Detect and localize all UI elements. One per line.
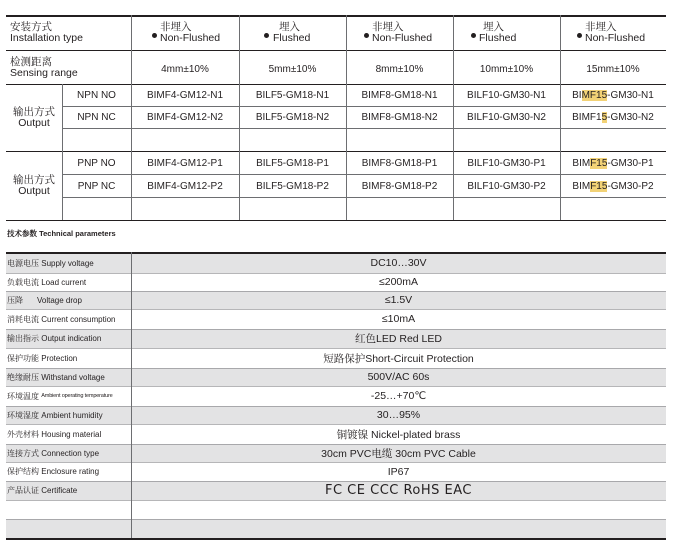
model-number: BIMF4-GM12-N1 — [146, 90, 224, 101]
param-label-cn: 保护结构 — [7, 467, 39, 476]
model-number: BIMF8-GM18-P2 — [361, 180, 438, 192]
param-value: 红色LED Red LED — [355, 333, 442, 345]
model-number: BILF5-GM18-P1 — [256, 157, 329, 169]
sensing-value: 8mm±10% — [375, 63, 424, 75]
sensing-range-label — [10, 55, 128, 81]
model-number: BILF5-GM18-N1 — [255, 90, 330, 101]
param-label-cn: 保护功能 — [7, 353, 39, 363]
model-number: BIMF8-GM18-N1 — [361, 90, 438, 101]
section-title-en: Technical parameters — [39, 229, 116, 238]
install-col-5 — [577, 20, 665, 46]
param-label-en: Connection type — [41, 448, 100, 458]
output-type: NPN NO — [77, 90, 116, 101]
model-part: -GM30-N1 — [607, 90, 654, 101]
param-label — [7, 329, 130, 348]
model-number: BIMF8-GM18-P1 — [361, 157, 438, 169]
certification-marks: FC CE CCC RoHS EAC — [325, 483, 472, 498]
install-col-cn: 埋入 — [483, 21, 504, 33]
install-col-4 — [471, 20, 557, 46]
install-col-en: Non-Flushed — [585, 32, 646, 44]
install-col-cn: 非埋入 — [160, 21, 192, 33]
output-label-en: Output — [18, 117, 50, 129]
model-highlight: MF15 — [581, 90, 608, 101]
param-value: IP67 — [387, 465, 410, 478]
param-value: ≤1.5V — [384, 294, 413, 306]
model-number: BIMF4-GM12-P2 — [147, 180, 223, 192]
param-label-cn: 压降 — [7, 295, 23, 305]
output-label-pnp — [6, 152, 62, 220]
param-label-en: Protection — [41, 353, 78, 363]
model-number: BIMF8-GM18-N2 — [361, 112, 438, 123]
model-number: BILF10-GM30-P1 — [467, 157, 546, 169]
install-col-cn: 埋入 — [279, 21, 300, 33]
model-number-highlighted — [560, 152, 666, 174]
param-label — [7, 386, 130, 406]
param-label-en: Withstand voltage — [41, 372, 105, 382]
param-value: DC10…30V — [370, 257, 427, 269]
output-label-npn — [6, 85, 62, 151]
model-highlight: F15 — [590, 180, 608, 192]
param-label — [7, 444, 130, 462]
param-label-cn: 输出指示 — [7, 334, 39, 343]
param-label — [7, 368, 130, 386]
sensing-value: 10mm±10% — [479, 63, 534, 75]
install-col-en: Non-Flushed — [160, 32, 221, 44]
param-label-cn: 负载电流 — [7, 277, 39, 287]
model-number: BILF10-GM30-P2 — [467, 180, 546, 192]
param-label-en: Current consumption — [41, 314, 116, 324]
param-label — [7, 348, 130, 368]
param-label-en: Enclosure rating — [41, 467, 100, 476]
param-label-en: Voltage drop — [37, 295, 82, 305]
model-highlight: F15 — [590, 157, 608, 169]
param-value: 30…95% — [376, 409, 421, 421]
param-label — [7, 406, 130, 424]
model-part: BI — [572, 90, 582, 101]
output-label-cn: 输出方式 — [13, 106, 55, 118]
param-label — [7, 291, 130, 309]
install-col-2 — [264, 20, 344, 46]
param-value: 500V/AC 60s — [367, 371, 430, 383]
model-number-highlighted — [560, 107, 666, 128]
installation-type-label-cn: 安装方式 — [10, 21, 52, 33]
install-col-cn: 非埋入 — [372, 21, 404, 33]
param-label-cn: 消耗电流 — [7, 314, 39, 324]
sensing-value: 15mm±10% — [586, 63, 640, 75]
model-number-highlighted — [560, 175, 666, 197]
param-label-en: Ambient operating temperature — [41, 393, 113, 399]
model-part: -GM30-P1 — [607, 157, 654, 169]
model-part: -GM30-P2 — [607, 180, 654, 192]
bullet-icon — [152, 33, 157, 38]
bullet-icon — [264, 33, 269, 38]
param-label-en: Housing material — [41, 429, 102, 439]
param-value: -25…+70℃ — [370, 390, 427, 402]
param-label — [7, 462, 130, 481]
param-value: ≤10mA — [381, 313, 416, 325]
section-title-cn: 技术参数 — [7, 229, 37, 238]
param-label-cn: 绝缘耐压 — [7, 372, 39, 382]
sensing-value: 5mm±10% — [268, 63, 317, 75]
output-label-cn: 输出方式 — [13, 174, 55, 186]
param-value: 铜镀镍 Nickel-plated brass — [336, 428, 461, 441]
bullet-icon — [577, 33, 582, 38]
installation-type-label — [10, 20, 128, 46]
param-label — [7, 273, 130, 291]
model-number: BIMF4-GM12-P1 — [147, 157, 223, 169]
param-label-cn: 电源电压 — [7, 258, 39, 268]
param-label — [7, 309, 130, 329]
sensing-value: 4mm±10% — [161, 63, 209, 75]
param-label-en: Load current — [41, 277, 87, 287]
install-col-en: Non-Flushed — [372, 32, 433, 44]
model-part: BIMF1 — [572, 112, 602, 123]
model-part: BIM — [572, 157, 591, 169]
install-col-1 — [152, 20, 238, 46]
model-number: BILF5-GM18-N2 — [255, 112, 330, 123]
model-number: BILF10-GM30-N2 — [467, 112, 546, 123]
param-label-cn: 外壳材料 — [7, 429, 39, 439]
param-label — [7, 424, 130, 444]
model-part: -GM30-N2 — [607, 112, 654, 123]
install-col-3 — [364, 20, 450, 46]
param-label — [7, 481, 130, 500]
param-label-cn: 产品认证 — [7, 486, 39, 495]
sensing-range-label-en: Sensing range — [10, 67, 78, 79]
model-highlight: 5 — [601, 112, 608, 123]
param-label-cn: 环境温度 — [7, 391, 39, 401]
section-title — [7, 228, 116, 239]
model-number-highlighted — [560, 85, 666, 106]
model-number: BILF5-GM18-P2 — [256, 180, 329, 192]
param-label-en: Output indication — [41, 334, 102, 343]
bullet-icon — [364, 33, 369, 38]
param-label-en: Ambient humidity — [41, 410, 103, 420]
install-col-cn: 非埋入 — [585, 21, 617, 33]
install-col-en: Flushed — [273, 32, 311, 44]
bullet-icon — [471, 33, 476, 38]
param-label-en: Supply voltage — [41, 258, 94, 268]
output-type: NPN NC — [77, 112, 116, 123]
model-number: BIMF4-GM12-N2 — [146, 112, 224, 123]
param-label — [7, 253, 130, 273]
output-type: PNP NO — [77, 157, 116, 169]
param-value: 30cm PVC电缆 30cm PVC Cable — [321, 447, 476, 460]
output-label-en: Output — [18, 185, 50, 197]
param-label-cn: 环境湿度 — [7, 410, 39, 420]
param-value: ≤200mA — [378, 276, 419, 288]
sensing-range-label-cn: 检测距离 — [10, 56, 52, 68]
param-label-en: Certificate — [41, 486, 78, 495]
install-col-en: Flushed — [479, 32, 517, 44]
output-type: PNP NC — [77, 180, 116, 192]
model-part: BIM — [572, 180, 591, 192]
param-value: 短路保护Short-Circuit Protection — [323, 352, 474, 365]
model-number: BILF10-GM30-N1 — [467, 90, 546, 101]
installation-type-label-en: Installation type — [10, 32, 83, 44]
param-label-cn: 连接方式 — [7, 448, 39, 458]
